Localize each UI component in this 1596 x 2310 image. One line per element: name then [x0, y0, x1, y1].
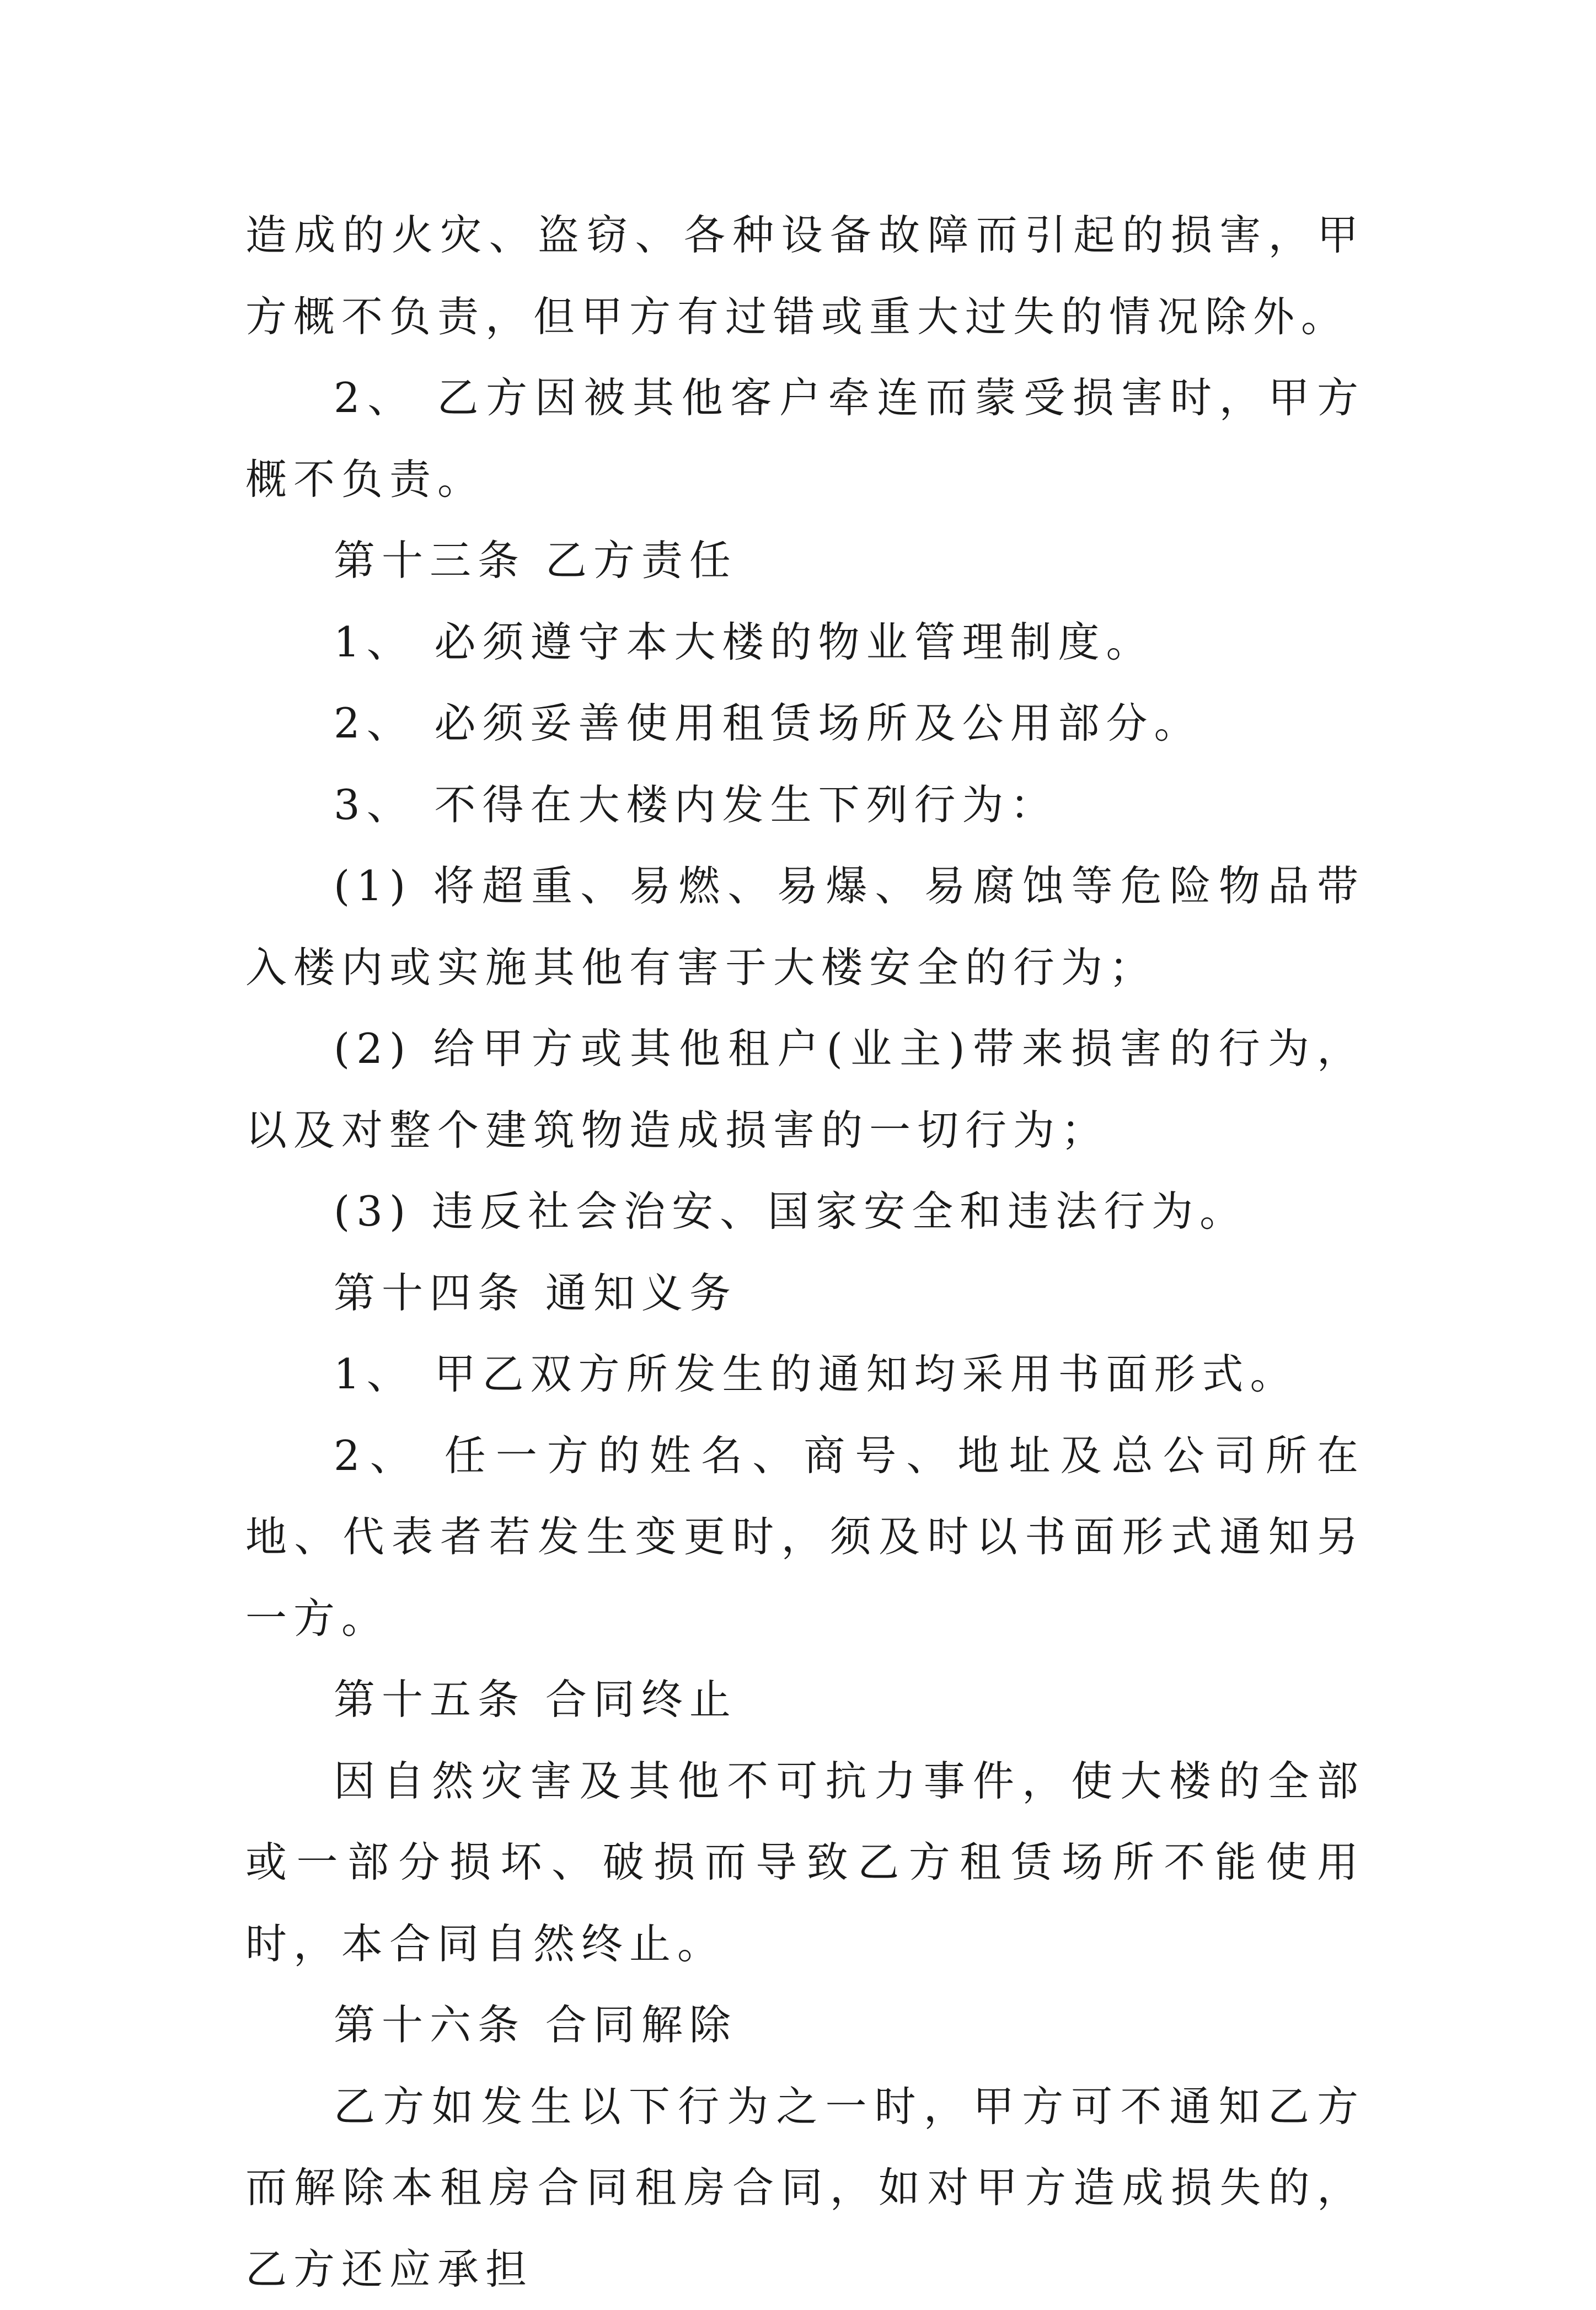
paragraph-item-2: 2、 乙方因被其他客户牵连而蒙受损害时，甲方概不负责。	[245, 357, 1365, 520]
paragraph-item-2: 2、 必须妥善使用租赁场所及公用部分。	[245, 683, 1365, 764]
document-body	[245, 195, 1365, 2310]
article-15-heading: 第十五条 合同终止	[245, 1659, 1365, 1741]
paragraph-subitem-1: (1) 将超重、易燃、易爆、易腐蚀等危险物品带入楼内或实施其他有害于大楼安全的行为；	[245, 846, 1365, 1008]
article-14-heading: 第十四条 通知义务	[245, 1253, 1365, 1334]
article-16-heading: 第十六条 合同解除	[245, 1985, 1365, 2066]
paragraph-item-2: 2、 任一方的姓名、商号、地址及总公司所在地、代表者若发生变更时，须及时以书面形式通知另一方。	[245, 1415, 1365, 1660]
paragraph-body: 乙方如发生以下行为之一时，甲方可不通知乙方而解除本租房合同租房合同，如对甲方造成损失的，乙方还应承担	[245, 2066, 1365, 2310]
paragraph-item-3: 3、 不得在大楼内发生下列行为：	[245, 764, 1365, 846]
paragraph-continuation: 造成的火灾、盗窃、各种设备故障而引起的损害，甲方概不负责，但甲方有过错或重大过失的情况除外。	[245, 195, 1365, 357]
paragraph-subitem-3: (3) 违反社会治安、国家安全和违法行为。	[245, 1171, 1365, 1253]
paragraph-body: 因自然灾害及其他不可抗力事件，使大楼的全部或一部分损坏、破损而导致乙方租赁场所不能使用时，本合同自然终止。	[245, 1741, 1365, 1985]
paragraph-subitem-2: (2) 给甲方或其他租户(业主)带来损害的行为，以及对整个建筑物造成损害的一切行为；	[245, 1008, 1365, 1171]
paragraph-item-1: 1、 必须遵守本大楼的物业管理制度。	[245, 602, 1365, 683]
article-13-heading: 第十三条 乙方责任	[245, 520, 1365, 602]
paragraph-item-1: 1、 甲乙双方所发生的通知均采用书面形式。	[245, 1334, 1365, 1415]
